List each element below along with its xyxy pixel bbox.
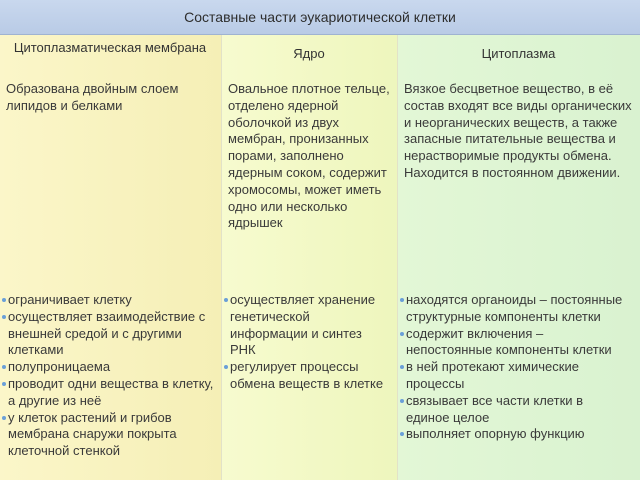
- header-membrane: Цитоплазматическая мембрана: [13, 40, 207, 55]
- functions-list-cytoplasm: [400, 292, 630, 443]
- list-item: выполняет опорную функцию: [400, 426, 630, 443]
- header-cytoplasm: Цитоплазма: [481, 46, 556, 61]
- list-item: ограничивает клетку: [2, 292, 216, 309]
- description-cytoplasm: Вязкое бесцветное вещество, в её состав входят все виды органических и неорганических веществ, а также запасные питательные вещества и нерастворимые продукты обмена. Находится в постоянном движении.: [404, 81, 632, 180]
- functions-list-nucleus: [224, 292, 390, 393]
- header-nucleus: Ядро: [293, 46, 325, 61]
- table-title: Составные части эукариотической клетки: [0, 0, 640, 35]
- column-divider: [397, 35, 398, 480]
- functions-list-membrane: [2, 292, 216, 460]
- list-item: осуществляет взаимодействие с внешней средой и с другими клетками: [2, 309, 216, 359]
- list-item: находятся органоиды – постоянные структурные компоненты клетки: [400, 292, 630, 326]
- list-item: в ней протекают химические процессы: [400, 359, 630, 393]
- list-item: регулирует процессы обмена веществ в клетке: [224, 359, 390, 393]
- list-item: связывает все части клетки в единое целое: [400, 393, 630, 427]
- list-item: у клеток растений и грибов мембрана снаружи покрыта клеточной стенкой: [2, 410, 216, 460]
- list-item: полупроницаема: [2, 359, 216, 376]
- description-nucleus: Овальное плотное тельце, отделено ядерной оболочкой из двух мембран, пронизанных порами, заполнено ядерным соком, содержит хромосомы, может иметь одно или несколько ядрышек: [228, 81, 390, 231]
- description-membrane: Образована двойным слоем липидов и белками: [6, 81, 179, 113]
- list-item: осуществляет хранение генетической информации и синтез РНК: [224, 292, 390, 359]
- list-item: проводит одни вещества в клетку, а другие из неё: [2, 376, 216, 410]
- column-divider: [221, 35, 222, 480]
- list-item: содержит включения – непостоянные компоненты клетки: [400, 326, 630, 360]
